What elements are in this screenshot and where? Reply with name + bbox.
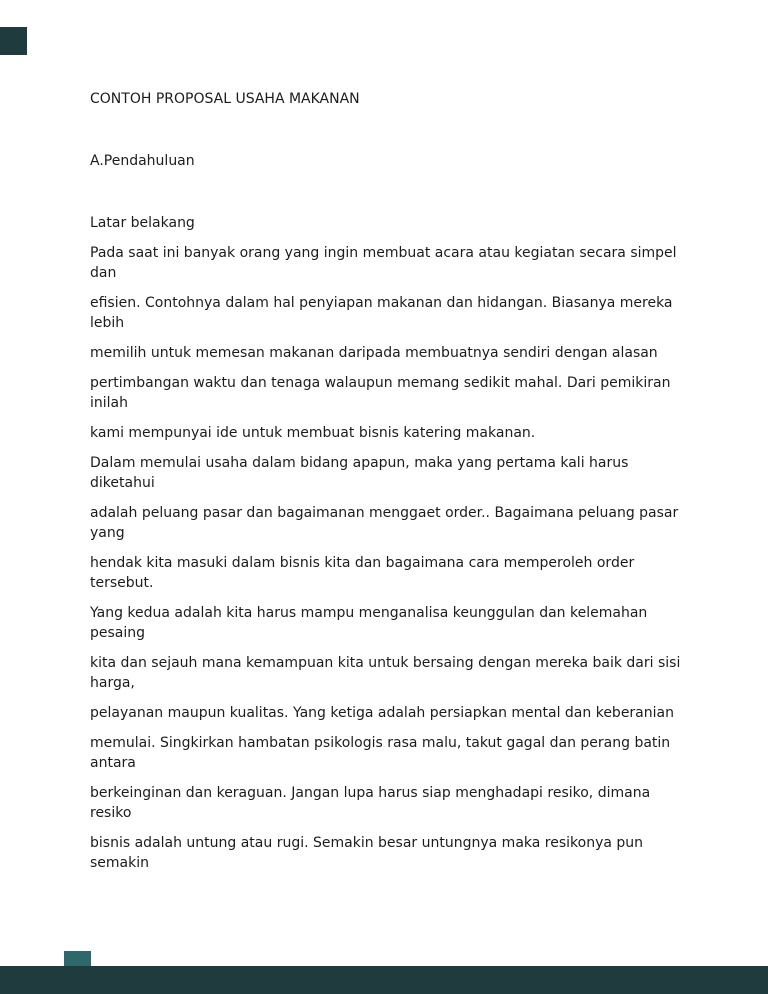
paragraph-line: berkeinginan dan keraguan. Jangan lupa harus siap menghadapi resiko, dimana: [90, 785, 651, 801]
paragraph-line: semakin: [90, 855, 149, 871]
paragraph: [90, 243, 728, 283]
subsection-heading: Latar belakang: [90, 215, 195, 231]
paragraph-line: kita dan sejauh mana kemampuan kita untuk bersaing dengan mereka baik dari sisi: [90, 655, 681, 671]
paragraph-line: pelayanan maupun kualitas. Yang ketiga adalah persiapkan mental dan keberanian: [90, 705, 674, 721]
paragraph-line: resiko: [90, 805, 132, 821]
paragraph: [90, 703, 728, 723]
paragraph-line: tersebut.: [90, 575, 154, 591]
paragraph: [90, 553, 728, 593]
paragraph-line: harga,: [90, 675, 135, 691]
paragraph: [90, 733, 728, 773]
paragraph-line: pertimbangan waktu dan tenaga walaupun memang sedikit mahal. Dari pemikiran: [90, 375, 671, 391]
paragraph: [90, 503, 728, 543]
paragraph-line: Dalam memulai usaha dalam bidang apapun, maka yang pertama kali harus: [90, 455, 629, 471]
paragraph-line: memulai. Singkirkan hambatan psikologis rasa malu, takut gagal dan perang batin: [90, 735, 671, 751]
section-heading: A.Pendahuluan: [90, 153, 195, 169]
paragraph: [90, 833, 728, 873]
paragraph-line: Yang kedua adalah kita harus mampu menganalisa keunggulan dan kelemahan: [90, 605, 648, 621]
paragraph-line: memilih untuk memesan makanan daripada membuatnya sendiri dengan alasan: [90, 345, 658, 361]
paragraph: [90, 343, 728, 363]
paragraph-line: lebih: [90, 315, 125, 331]
paragraph-line: antara: [90, 755, 136, 771]
paragraph: [90, 453, 728, 493]
viewer-bottom-bar: [0, 966, 768, 994]
paragraph-line: dan: [90, 265, 117, 281]
paragraph-line: Pada saat ini banyak orang yang ingin membuat acara atau kegiatan secara simpel: [90, 245, 677, 261]
paragraphs: [90, 243, 728, 873]
paragraph-line: diketahui: [90, 475, 155, 491]
paragraph-line: efisien. Contohnya dalam hal penyiapan makanan dan hidangan. Biasanya mereka: [90, 295, 673, 311]
paragraph: [90, 423, 728, 443]
clip-marker: [64, 951, 91, 967]
paragraph-line: bisnis adalah untung atau rugi. Semakin besar untungnya maka resikonya pun: [90, 835, 644, 851]
paragraph-line: yang: [90, 525, 125, 541]
paragraph-line: hendak kita masuki dalam bisnis kita dan bagaimana cara memperoleh order: [90, 555, 635, 571]
paragraph-line: kami mempunyai ide untuk membuat bisnis katering makanan.: [90, 425, 536, 441]
viewer-corner-marker: [0, 27, 27, 55]
paragraph: [90, 293, 728, 333]
paragraph: [90, 603, 728, 643]
page-title: CONTOH PROPOSAL USAHA MAKANAN: [90, 91, 360, 107]
paragraph: [90, 373, 728, 413]
paragraph-line: inilah: [90, 395, 128, 411]
paragraph-line: adalah peluang pasar dan bagaimanan menggaet order.. Bagaimana peluang pasar: [90, 505, 679, 521]
paragraph: [90, 653, 728, 693]
paragraph-line: pesaing: [90, 625, 146, 641]
paragraph: [90, 783, 728, 823]
document-content: [90, 89, 728, 883]
